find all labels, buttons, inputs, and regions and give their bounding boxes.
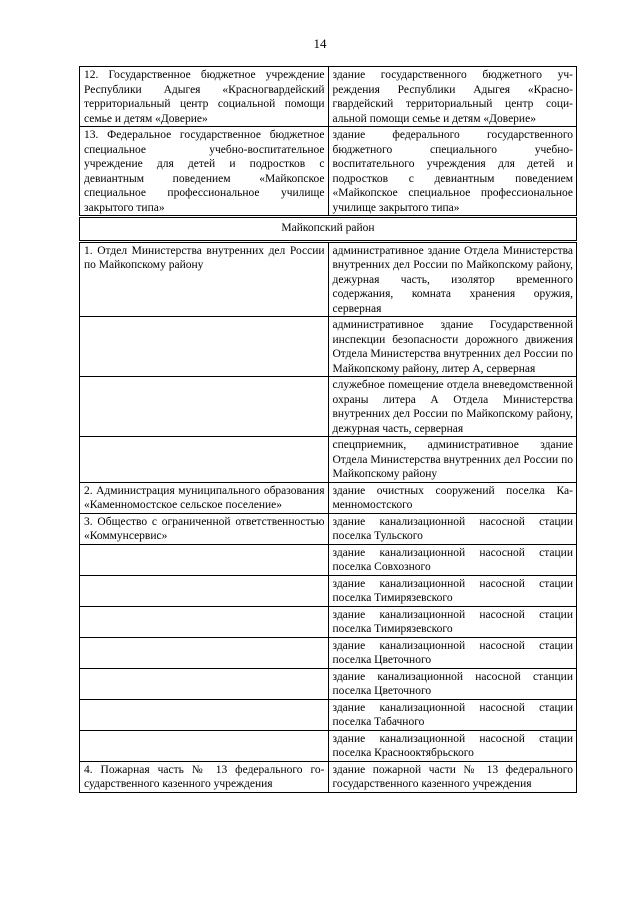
table-row	[80, 699, 577, 730]
table-row	[80, 437, 577, 483]
object-cell: здание канализационной насосной станции поселка Цветочного	[328, 668, 577, 699]
table-row	[80, 606, 577, 637]
table-row	[80, 127, 577, 217]
object-cell: административное здание Отдела Министерства внутренних дел России по Майкопскому району, дежурная часть, изолятор временного содержания, комната хранения оружия, серверная	[328, 241, 577, 317]
object-cell: здание канализационной насосной стации поселка Тульского	[328, 513, 577, 544]
table-row	[80, 668, 577, 699]
table-row	[80, 513, 577, 544]
object-cell: здание государственного бюджетного учреждения Республики Адыгея «Красногвардейский территориальный центр социальной помощи семье и детям «Доверие»	[328, 67, 577, 127]
organization-cell: 4. Пожарная часть № 13 федерального государственного казенного учреждения	[80, 761, 329, 792]
page-number: 14	[313, 36, 327, 51]
organization-cell: 2. Администрация муниципального образования «Каменномостское сельское поселение»	[80, 482, 329, 513]
object-cell: здание федерального государственного бюджетного специального учебно-воспитательного учреждения для детей и подростков с девиантным поведением «Майкопское специальное профессиональное училище закрытого типа»	[328, 127, 577, 217]
organization-cell	[80, 544, 329, 575]
table-row	[80, 730, 577, 761]
object-cell: здание канализационной насосной стации поселка Тимирязевского	[328, 606, 577, 637]
object-cell: здание канализационной насосной стации поселка Тимирязевского	[328, 575, 577, 606]
organization-cell	[80, 668, 329, 699]
object-cell: здание очистных сооружений поселка Каменномостского	[328, 482, 577, 513]
table-row	[80, 67, 577, 127]
table-row	[80, 377, 577, 437]
table-row	[80, 241, 577, 317]
organization-cell	[80, 575, 329, 606]
table-row	[80, 544, 577, 575]
object-cell: административное здание Государственной инспекции безопасности дорожного движения Отдела Министерства внутренних дел России по Майкопскому району, литер А, серверная	[328, 317, 577, 377]
organization-cell: 13. Федеральное государственное бюджетное специальное учебно-воспитательное учреждение для детей и подростков с девиантным поведением «Майкопское специальное профессиональное училище закрытого типа»	[80, 127, 329, 217]
object-cell: здание канализационной насосной стации поселка Краснооктябрьского	[328, 730, 577, 761]
organization-cell	[80, 637, 329, 668]
object-cell: здание канализационной насосной стации поселка Табачного	[328, 699, 577, 730]
section-row	[80, 217, 577, 242]
organization-cell	[80, 699, 329, 730]
organization-cell	[80, 377, 329, 437]
table-row	[80, 575, 577, 606]
organization-cell	[80, 730, 329, 761]
organization-cell	[80, 437, 329, 483]
section-title: Майкопский район	[80, 217, 577, 242]
object-cell: служебное помещение отдела вневедомственной охраны литера А Отдела Министерства внутренних дел России по Майкопскому району, дежурная часть, серверная	[328, 377, 577, 437]
organization-cell	[80, 606, 329, 637]
object-cell: спецприемник, административное здание Отдела Министерства внутренних дел России по Майкопскому району	[328, 437, 577, 483]
table-row	[80, 482, 577, 513]
organization-cell: 12. Государственное бюджетное учреждение Республики Адыгея «Красногвардейский территориальный центр социальной помощи семье и детям «Доверие»	[80, 67, 329, 127]
objects-table	[79, 66, 577, 793]
table-row	[80, 761, 577, 792]
object-cell: здание пожарной части № 13 федерального государственного казенного учреждения	[328, 761, 577, 792]
organization-cell	[80, 317, 329, 377]
object-cell: здание канализационной насосной стации поселка Совхозного	[328, 544, 577, 575]
table-row	[80, 637, 577, 668]
table-row	[80, 317, 577, 377]
organization-cell: 1. Отдел Министерства внутренних дел России по Майкопскому району	[80, 241, 329, 317]
object-cell: здание канализационной насосной стации поселка Цветочного	[328, 637, 577, 668]
organization-cell: 3. Общество с ограниченной ответственностью «Коммунсервис»	[80, 513, 329, 544]
